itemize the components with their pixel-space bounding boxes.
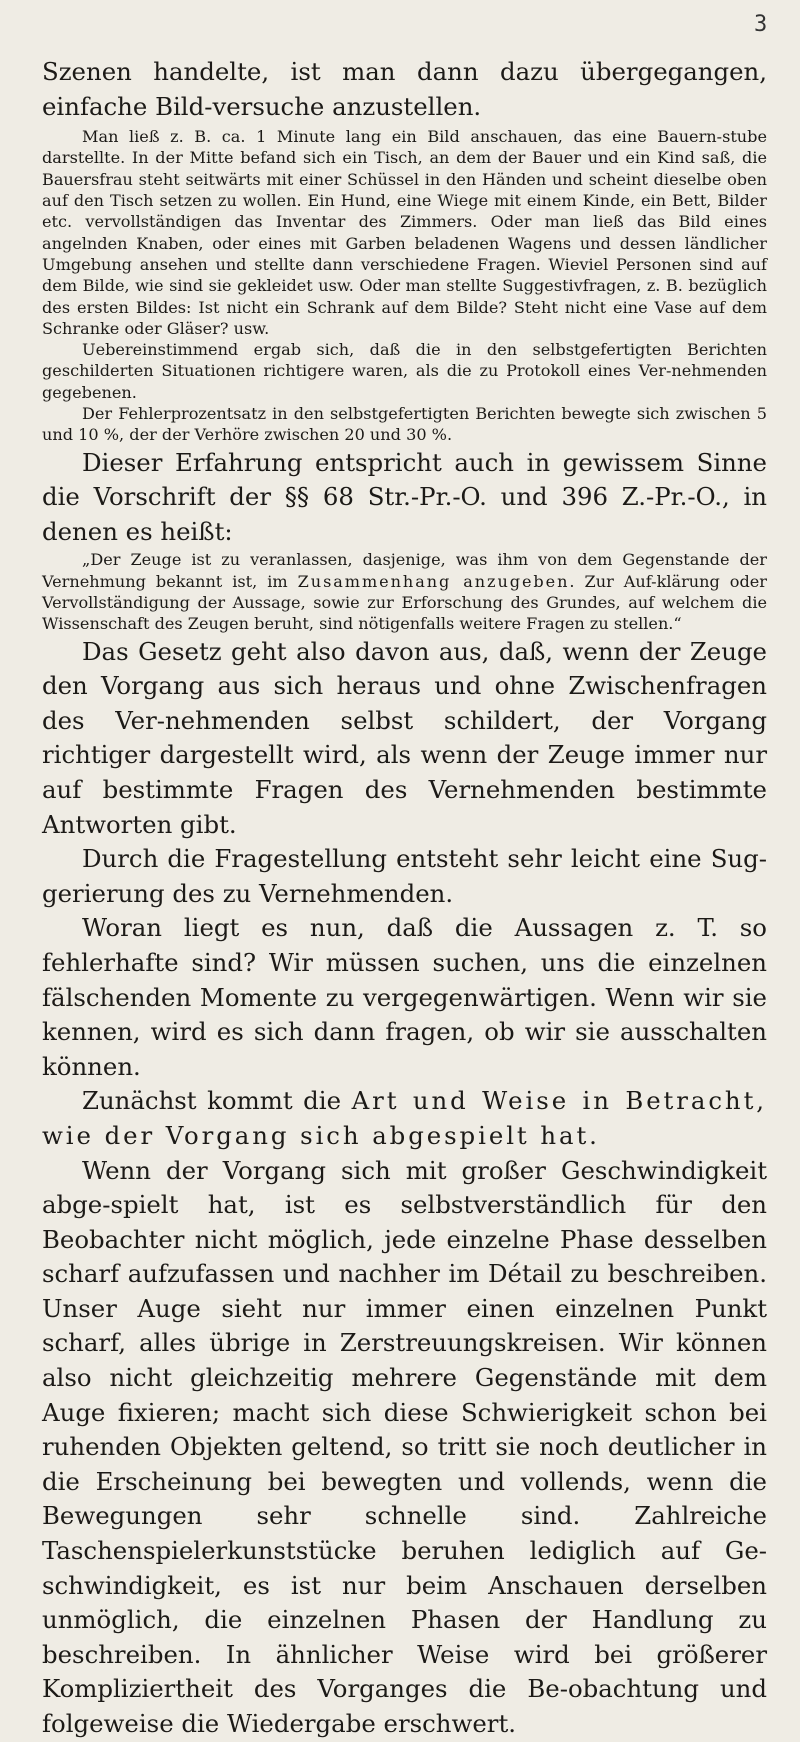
- paragraph-text: .: [589, 1120, 597, 1150]
- quotation-text: „Der Zeuge ist zu veranlassen, dasjenige, was ihm von dem Gegenstande der Vernehmung bekannt ist, im: [42, 550, 767, 591]
- paragraph: Man ließ z. B. ca. 1 Minute lang ein Bild anschauen, das eine Bauern-stube darstellte. In der Mitte befand sich ein Tisch, an dem der Bauer und ein Kind saß, die Bauersfrau steht seitwärts mit einer Schüssel in den Händen und scheint dieselbe oben auf den Tisch setzen zu wollen. Ein Hund, eine Wiege mit einem Kinde, ein Bett, Bilder etc. vervollständigen das Inventar des Zimmers. Oder man ließ das Bild eines angelnden Knaben, oder eines mit Garben beladenen Wagens und dessen ländlicher Umgebung ansehen und stellte dann verschiedene Fragen. Wieviel Personen sind auf dem Bilde, wie sind sie gekleidet usw. Oder man stellte Suggestivfragen, z. B. bezüglich des ersten Bildes: Ist nicht ein Schrank auf dem Bilde? Steht nicht eine Vase auf dem Schranke oder Gläser? usw.: [42, 127, 767, 338]
- paragraph: Dieser Erfahrung entspricht auch in gewissem Sinne die Vorschrift der §§ 68 Str.-Pr.-O. und 396 Z.-Pr.-O., in denen es heißt:: [42, 447, 767, 546]
- paragraph: Szenen handelte, ist man dann dazu übergegangen, einfache Bild-versuche anzustellen.: [42, 57, 767, 121]
- paragraph: Uebereinstimmend ergab sich, daß die in den selbstgefertigten Berichten geschilderten Situationen richtigere waren, als die zu Protokoll eines Ver-nehmenden gegebenen.: [42, 340, 767, 402]
- paragraph: Wenn der Vorgang sich mit großer Geschwindigkeit abge-spielt hat, ist es selbstverständlich für den Beobachter nicht möglich, jede einzelne Phase desselben scharf aufzufassen und nachher im Détail zu beschreiben. Unser Auge sieht nur immer einen einzelnen Punkt scharf, alles übrige in Zerstreuungskreisen. Wir können also nicht gleichzeitig mehrere Gegenstände mit dem Auge fixieren; macht sich diese Schwierigkeit schon bei ruhenden Objekten geltend, so tritt sie noch deutlicher in die Erscheinung bei bewegten und vollends, wenn die Bewegungen sehr schnelle sind. Zahlreiche Taschenspielerkunststücke beruhen lediglich auf Ge-schwindigkeit, es ist nur beim Anschauen derselben unmöglich, die einzelnen Phasen der Handlung zu beschreiben. In ähnlicher Weise wird bei größerer Kompliziertheit des Vorganges die Be-obachtung und folgeweise die Wiedergabe erschwert.: [42, 1155, 767, 1739]
- paragraph: Der Fehlerprozentsatz in den selbstgefertigten Berichten bewegte sich zwischen 5 und 10 %, der der Verhöre zwischen 20 und 30 %.: [42, 404, 767, 445]
- page-number: 3: [754, 12, 768, 37]
- paragraph: Das Gesetz geht also davon aus, daß, wenn der Zeuge den Vorgang aus sich heraus und ohne Zwischenfragen des Ver-nehmenden selbst schildert, der Vorgang richtiger dargestellt wird, als wenn der Zeuge immer nur auf bestimmte Fragen des Vernehmenden bestimmte Antworten gibt.: [42, 636, 767, 839]
- quotation: [42, 549, 767, 634]
- paragraph-text: Zunächst kommt die: [82, 1086, 352, 1116]
- paragraph: [42, 1084, 767, 1153]
- paragraph: Woran liegt es nun, daß die Aussagen z. T. so fehlerhafte sind? Wir müssen suchen, uns die einzelnen fälschenden Momente zu vergegenwärtigen. Wenn wir sie kennen, wird es sich dann fragen, ob wir sie ausschalten können.: [42, 913, 767, 1081]
- body-text: [42, 55, 767, 1742]
- paragraph: Durch die Fragestellung entsteht sehr leicht eine Sug-gerierung des zu Vernehmenden.: [42, 844, 767, 908]
- quotation-text: . Zur Auf-klärung oder Vervollständigung der Aussage, sowie zur Erforschung des Grundes, auf welchem die Wissenschaft des Zeugen beruht, sind nötigenfalls weitere Fragen zu stellen.“: [42, 571, 767, 634]
- emphasized-text: Art und Weise in Betracht, wie der Vorgang sich abgespielt hat: [42, 1086, 767, 1150]
- emphasized-text: Zusammenhang anzugeben: [297, 571, 570, 591]
